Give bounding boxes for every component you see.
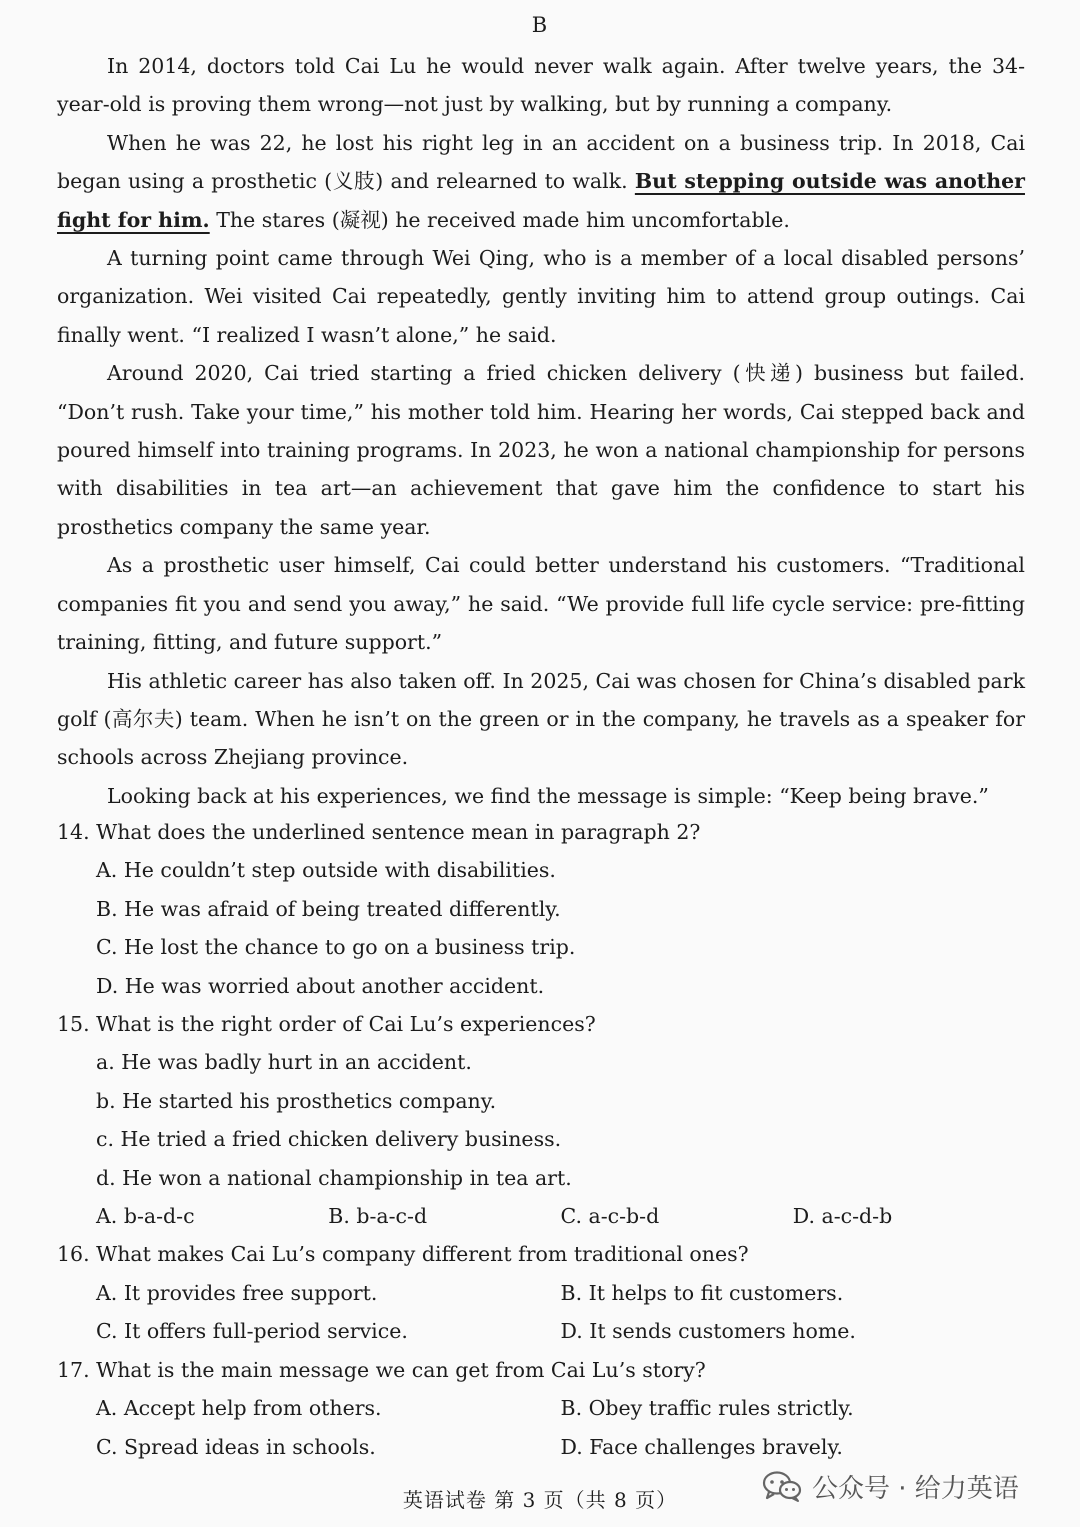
reading-passage [57,47,1025,815]
question-16-option-a: A. It provides free support. [96,1280,378,1305]
question-15-option-c: C. a-c-b-d [560,1204,660,1229]
question-17-option-c: C. Spread ideas in schools. [96,1434,376,1459]
question-16-option-d: D. It sends customers home. [560,1319,856,1344]
question-15-event-d: d. He won a national championship in tea art. [96,1165,572,1190]
question-16-option-c: C. It offers full-period service. [96,1319,408,1344]
paragraph-7: Looking back at his experiences, we find the message is simple: “Keep being brave.” [107,783,989,808]
paragraph-4: Around 2020, Cai tried starting a fried chicken delivery (快递) business but failed. “Don’t rush. Take your time,” his mother told him. Hearing her words, Cai stepped back and poured himself into training programs. In 2023, he won a national championship for persons with disabilities in tea art—an achievement that gave him the confidence to start his prosthetics company the same year. [57,361,1025,539]
question-15-event-a: a. He was badly hurt in an accident. [96,1050,472,1075]
paragraph-2 [57,124,1025,239]
question-16-options-row-1 [57,1274,1025,1312]
question-15-options [57,1197,1025,1235]
question-17-option-b: B. Obey traffic rules strictly. [560,1396,854,1421]
paragraph-1: In 2014, doctors told Cai Lu he would never walk again. After twelve years, the 34-year-old is proving them wrong—not just by walking, but by running a company. [57,54,1025,117]
question-15-event-c: c. He tried a fried chicken delivery business. [96,1127,562,1152]
wechat-icon [762,1470,802,1502]
question-14-option-c: C. He lost the chance to go on a business trip. [96,935,576,960]
question-16-stem: 16. What makes Cai Lu’s company different from traditional ones? [57,1242,749,1267]
watermark-text: 公众号 · 给力英语 [812,1473,1019,1504]
page-footer: 英语试卷 第 3 页（共 8 页） [402,1488,678,1512]
paragraph-3: A turning point came through Wei Qing, who is a member of a local disabled persons’ organization. Wei visited Cai repeatedly, gently inviting him to attend group outings. Cai finally went. “I realized I wasn’t alone,” he said. [57,246,1025,347]
question-15-option-a: A. b-a-d-c [96,1204,195,1229]
paragraph-5: As a prosthetic user himself, Cai could better understand his customers. “Traditional companies fit you and send you away,” he said. “We provide full life cycle service: pre-fitting training, fitting, and future support.” [57,553,1025,655]
questions [57,813,1025,1466]
question-15-option-d: D. a-c-d-b [792,1204,893,1229]
question-17-option-a: A. Accept help from others. [96,1396,382,1421]
paragraph-2-after: The stares (凝视) he received made him uncomfortable. [209,207,790,232]
question-14-option-a: A. He couldn’t step outside with disabilities. [96,858,556,883]
question-14-option-d: D. He was worried about another accident. [96,973,545,998]
section-label: B [531,13,549,37]
question-14-option-b: B. He was afraid of being treated differently. [96,896,561,921]
question-17-options-row-1 [57,1389,1025,1427]
question-16-option-b: B. It helps to fit customers. [560,1280,844,1305]
question-15-event-b: b. He started his prosthetics company. [96,1088,497,1113]
question-17-option-d: D. Face challenges bravely. [560,1434,843,1459]
watermark [762,1466,1019,1506]
underlined-sentence: But stepping outside was another fight for him. [57,169,1025,232]
question-15-stem: 15. What is the right order of Cai Lu’s experiences? [57,1012,596,1037]
question-17-stem: 17. What is the main message we can get from Cai Lu’s story? [57,1357,706,1382]
paragraph-6: His athletic career has also taken off. In 2025, Cai was chosen for China’s disabled park golf (高尔夫) team. When he isn’t on the green or in the company, he travels as a speaker for schools across Zhejiang province. [57,668,1025,770]
paragraph-2-before: When he was 22, he lost his right leg in an accident on a business trip. In 2018, Cai began using a prosthetic (义肢) and relearned to walk. [57,130,1025,194]
question-16-options-row-2 [57,1312,1025,1350]
question-14-stem: 14. What does the underlined sentence mean in paragraph 2? [57,820,701,844]
question-15-option-b: B. b-a-c-d [328,1204,428,1229]
question-17-options-row-2 [57,1428,1025,1466]
